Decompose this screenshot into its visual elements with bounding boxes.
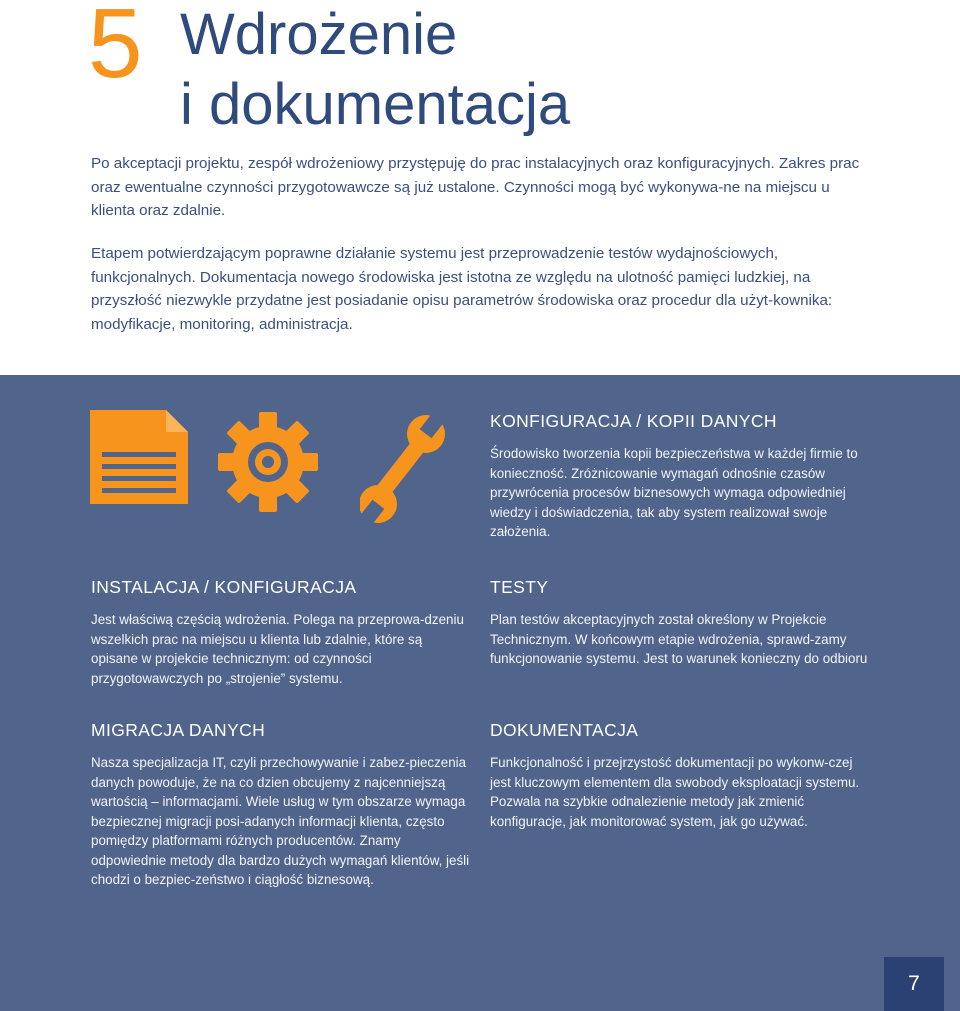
section-konfiguracja-heading: KONFIGURACJA / KOPII DANYCH xyxy=(490,411,777,431)
chapter-title xyxy=(180,0,570,140)
document-icon xyxy=(90,410,188,504)
section-testy-text: Plan testów akceptacyjnych został określony w Projekcie Technicznym. W końcowym etapie wdrożenia, sprawd-zamy funkcjonowanie systemu. Jest to warunek konieczny do odbioru xyxy=(490,612,868,666)
icon-row xyxy=(90,410,450,530)
intro-paragraph-1: Po akceptacji projektu, zespół wdrożeniowy przystępuję do prac instalacyjnych oraz konfiguracyjnych. Zakres prac oraz ewentualne czynności przygotowawcze są już ustalone. Czynności mogą być wykonywa-ne na miejscu u klienta oraz zdalnie. xyxy=(91,155,860,219)
section-testy-heading: TESTY xyxy=(490,577,549,597)
section-konfiguracja-text: Środowisko tworzenia kopii bezpieczeństwa w każdej firmie to konieczność. Zróżnicowanie wymagań odnośnie czasów przywrócenia procesów biznesowych wymaga odpowiedniej wiedzy i doświadczenia, tak aby system realizował swoje założenia. xyxy=(490,446,858,539)
section-dokumentacja-text: Funkcjonalność i przejrzystość dokumentacji po wykonw-czej jest kluczowym elementem dla swobody eksploatacji systemu. Pozwala na szybkie odnalezienie metody jak zmienić konfiguracje, jak monitorować system, jak go używać. xyxy=(490,755,860,829)
intro-paragraph-2: Etapem potwierdzającym poprawne działanie systemu jest przeprowadzenie testów wydajnościowych, funkcjonalnych. Dokumentacja nowego środowiska jest istotna ze względu na ulotność pamięci ludzkiej, na przyszłość niezwykle przydatne jest posiadanie opisu parametrów środowiska oraz procedur dla użyt-kownika: modyfikacje, monitoring, administracja. xyxy=(91,245,833,333)
section-instalacja xyxy=(91,576,471,688)
page-number: 7 xyxy=(884,957,944,1011)
header-section xyxy=(0,0,960,375)
section-dokumentacja-heading: DOKUMENTACJA xyxy=(490,720,639,740)
section-migracja-text: Nasza specjalizacja IT, czyli przechowywanie i zabez-pieczenia danych powoduje, że na co dzien obcujemy z najcenniejszą wartością – informacjami. Wiele usług w tym obszarze wymaga bezpiecznej migracji posi-adanych informacji klienta, często pomiędzy platformami różnych producentów. Znamy odpowiednie metody dla bardzo dużych wymagań klientów, jeśli chodzi o bezpiec-zeństwo i ciągłość biznesową. xyxy=(91,755,470,887)
section-migracja xyxy=(91,719,471,890)
wrench-icon xyxy=(360,412,446,524)
section-instalacja-text: Jest właściwą częścią wdrożenia. Polega na przeprowa-dzeniu wszelkich prac na miejscu u klienta lub zdalnie, które są opisane w projekcie technicznym: od czynności przygotowawczych po „strojenie” systemu. xyxy=(91,612,464,686)
gear-icon xyxy=(218,412,318,512)
chapter-title-line1: Wdrożenie xyxy=(180,2,458,67)
section-instalacja-heading: INSTALACJA / KONFIGURACJA xyxy=(91,577,357,597)
section-testy xyxy=(490,576,870,669)
section-konfiguracja xyxy=(490,410,870,542)
section-migracja-heading: MIGRACJA DANYCH xyxy=(91,720,266,740)
chapter-title-line2: i dokumentacja xyxy=(180,72,571,137)
chapter-number: 5 xyxy=(88,0,143,98)
section-dokumentacja xyxy=(490,719,870,831)
